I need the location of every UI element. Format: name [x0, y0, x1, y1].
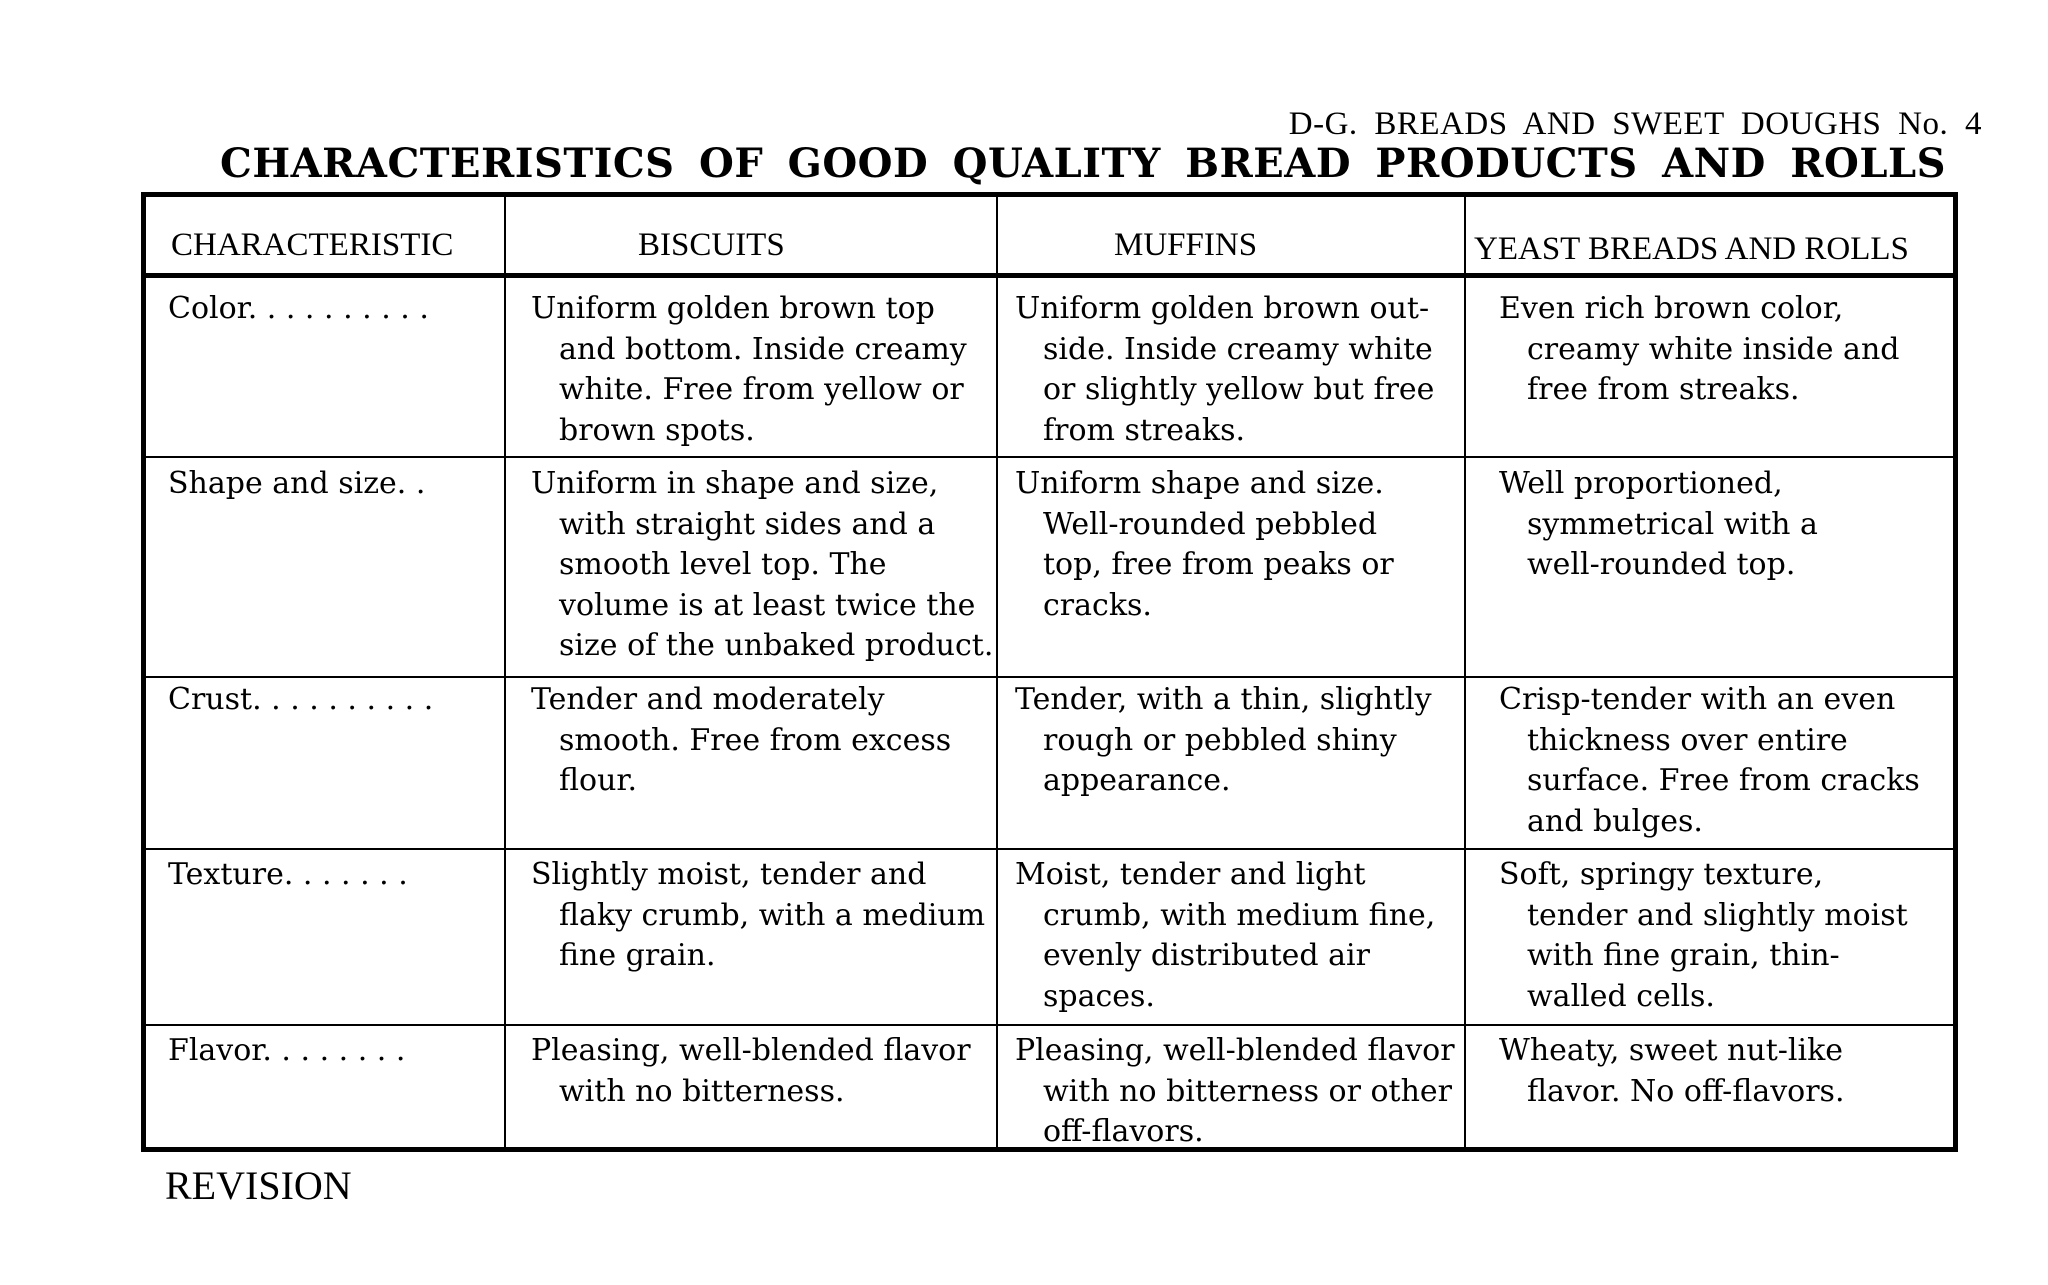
row-label-shape-size: Shape and size. .: [168, 466, 426, 501]
revision-label: REVISION: [165, 1163, 352, 1208]
cell-crust-biscuits: Tender and moderately smooth. Free from excess flour.: [531, 682, 952, 798]
row-divider: [146, 1024, 1953, 1026]
row-divider: [146, 848, 1953, 850]
page-title: CHARACTERISTICS OF GOOD QUALITY BREAD PRODUCTS AND ROLLS: [220, 140, 1947, 187]
cell-texture-muffins: Moist, tender and light crumb, with medium fine, evenly distributed air spaces.: [1015, 857, 1436, 1014]
cell-crust-yeast: Crisp-tender with an even thickness over entire surface. Free from cracks and bulges.: [1499, 682, 1920, 839]
cell-shape-yeast: Well proportioned, symmetrical with a well-rounded top.: [1499, 466, 1818, 582]
characteristics-table: [141, 192, 1958, 1152]
header-divider: [146, 273, 1953, 278]
cell-color-yeast: Even rich brown color, creamy white inside and free from streaks.: [1499, 291, 1900, 407]
row-label-flavor: Flavor. . . . . . . .: [168, 1033, 406, 1068]
column-header-yeast-breads: YEAST BREADS AND ROLLS: [1474, 231, 1909, 267]
column-header-biscuits: BISCUITS: [638, 227, 785, 263]
cell-color-biscuits: Uniform golden brown top and bottom. Inside creamy white. Free from yellow or brown spots.: [531, 291, 967, 448]
cell-shape-muffins: Uniform shape and size. Well-rounded pebbled top, free from peaks or cracks.: [1015, 466, 1394, 623]
cell-flavor-biscuits: Pleasing, well-blended flavor with no bitterness.: [531, 1033, 971, 1109]
row-label-crust: Crust. . . . . . . . . .: [168, 682, 434, 717]
column-divider: [996, 197, 998, 1147]
cell-crust-muffins: Tender, with a thin, slightly rough or pebbled shiny appearance.: [1015, 682, 1432, 798]
row-divider: [146, 676, 1953, 678]
column-divider: [504, 197, 506, 1147]
column-header-muffins: MUFFINS: [1114, 227, 1258, 263]
cell-shape-biscuits: Uniform in shape and size, with straight sides and a smooth level top. The volume is at least twice the size of the unbaked product.: [531, 466, 994, 663]
cell-flavor-muffins: Pleasing, well-blended flavor with no bitterness or other off-flavors.: [1015, 1033, 1455, 1149]
column-divider: [1464, 197, 1466, 1147]
column-header-characteristic: CHARACTERISTIC: [171, 227, 454, 263]
document-reference: D-G. BREADS AND SWEET DOUGHS No. 4: [1288, 106, 1982, 142]
cell-texture-biscuits: Slightly moist, tender and flaky crumb, with a medium fine grain.: [531, 857, 986, 973]
row-divider: [146, 456, 1953, 458]
row-label-color: Color. . . . . . . . . .: [168, 291, 429, 326]
cell-flavor-yeast: Wheaty, sweet nut-like flavor. No off-flavors.: [1499, 1033, 1845, 1109]
cell-texture-yeast: Soft, springy texture, tender and slightly moist with fine grain, thin- walled cells.: [1499, 857, 1908, 1014]
row-label-texture: Texture. . . . . . .: [168, 857, 408, 892]
cell-color-muffins: Uniform golden brown out- side. Inside creamy white or slightly yellow but free from streaks.: [1015, 291, 1435, 448]
